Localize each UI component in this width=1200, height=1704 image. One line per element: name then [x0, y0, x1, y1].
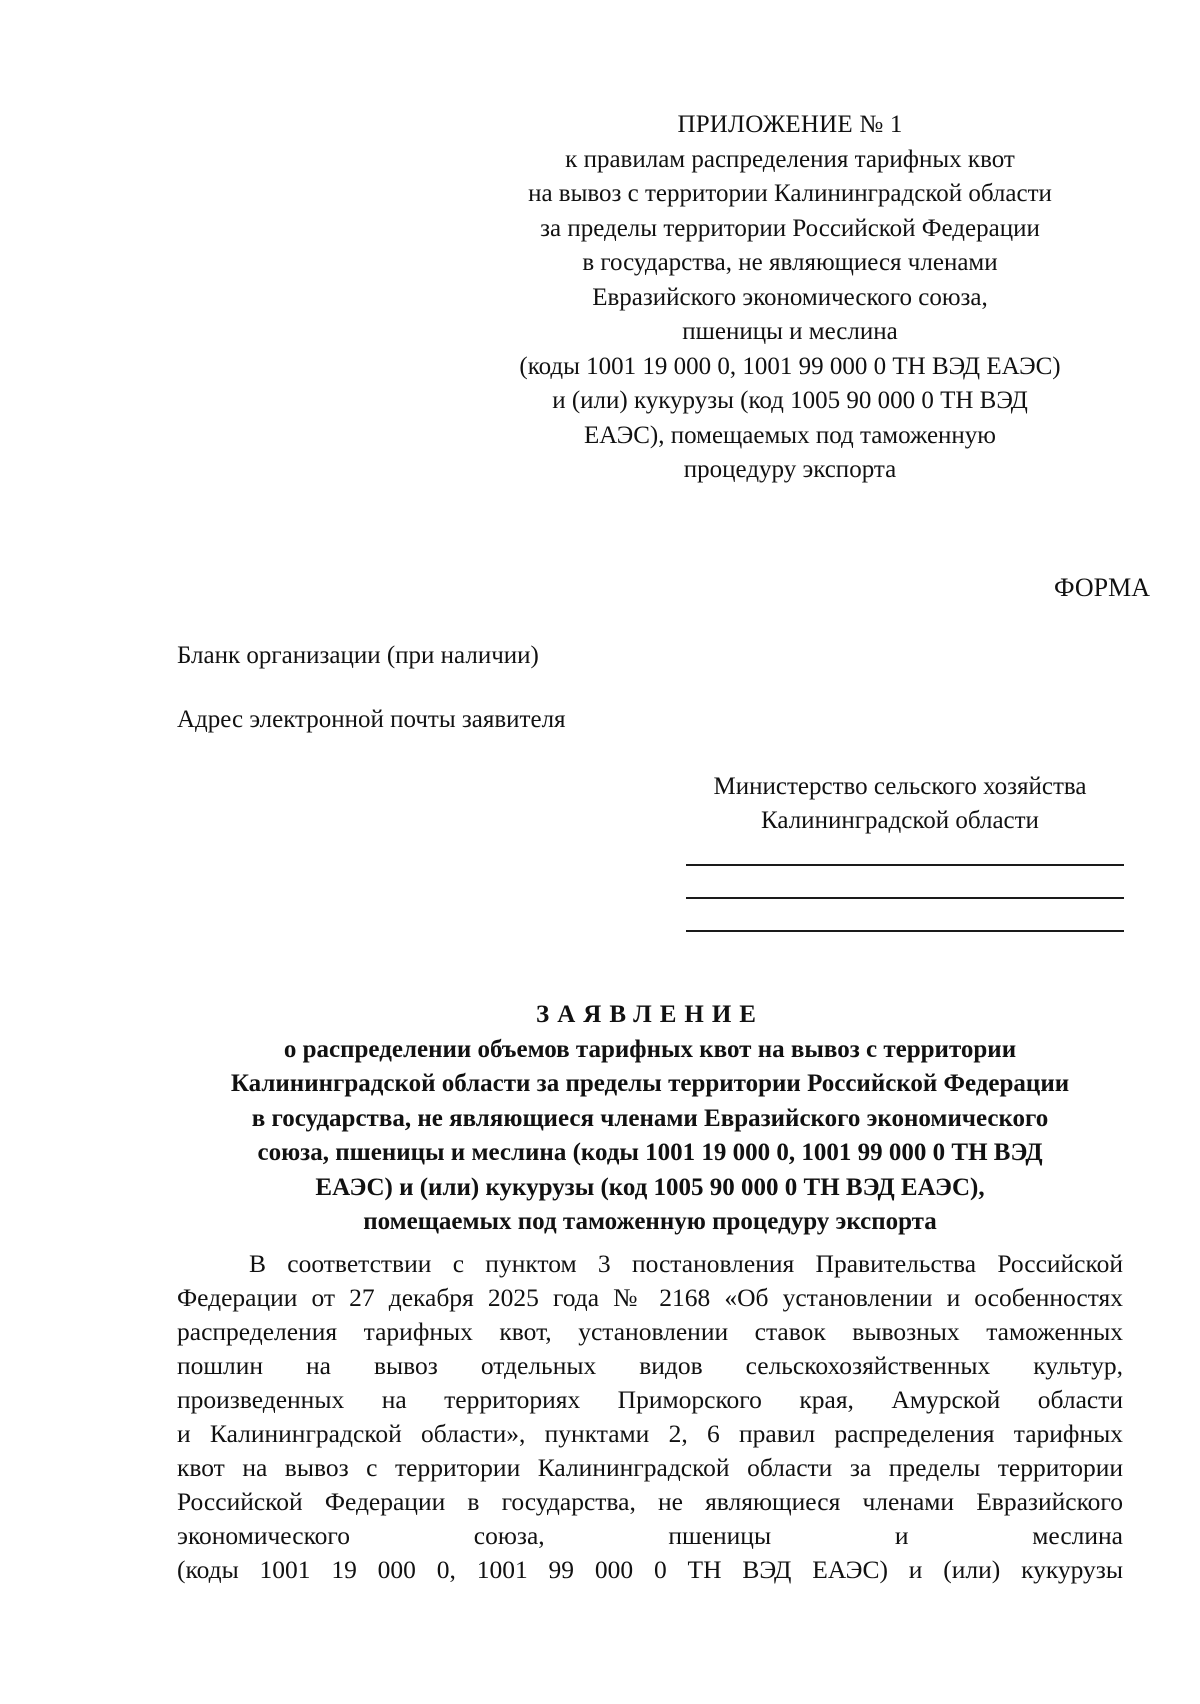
body-line: и Калининградской области», пунктами 2, 6 правил распределения тарифных — [177, 1419, 1123, 1448]
recipient-block — [680, 770, 1120, 838]
title-line: помещаемых под таможенную процедуру экспорта — [363, 1208, 937, 1235]
appendix-line: пшеницы и меслина — [682, 318, 898, 345]
body-line: квот на вывоз с территории Калининградской области за пределы территории — [177, 1453, 1123, 1482]
body-line: экономического союза, пшеницы и меслина — [177, 1521, 1123, 1550]
body-line: В соответствии с пунктом 3 постановления Правительства Российской — [249, 1249, 1123, 1278]
recipient-line: Министерство сельского хозяйства — [713, 773, 1087, 800]
form-label: ФОРМА — [1054, 573, 1150, 602]
application-title — [170, 998, 1130, 1240]
title-line: ЕАЭС) и (или) кукурузы (код 1005 90 000 0 ТН ВЭД ЕАЭС), — [315, 1173, 985, 1201]
appendix-line: в государства, не являющиеся членами — [582, 249, 998, 276]
body-line: (коды 1001 19 000 0, 1001 99 000 0 ТН ВЭД ЕАЭС) и (или) кукурузы — [177, 1555, 1123, 1584]
org-blank-label: Бланк организации (при наличии) — [177, 642, 539, 669]
body-line: пошлин на вывоз отдельных видов сельскохозяйственных культур, — [177, 1351, 1123, 1380]
body-paragraph — [177, 1247, 1123, 1587]
body-line: произведенных на территориях Приморского края, Амурской области — [177, 1385, 1123, 1414]
title-line: союза, пшеницы и меслина (коды 1001 19 000 0, 1001 99 000 0 ТН ВЭД — [257, 1139, 1043, 1166]
application-heading: ЗАЯВЛЕНИЕ — [536, 1001, 764, 1028]
appendix-heading: ПРИЛОЖЕНИЕ № 1 — [677, 111, 903, 138]
title-line: Калининградской области за пределы территории Российской Федерации — [230, 1070, 1070, 1097]
appendix-line: на вывоз с территории Калининградской области — [528, 180, 1052, 207]
appendix-header — [500, 108, 1080, 488]
body-line: Российской Федерации в государства, не являющиеся членами Евразийского — [177, 1487, 1123, 1516]
appendix-line: ЕАЭС), помещаемых под таможенную — [584, 421, 996, 449]
fill-in-line — [686, 897, 1124, 899]
appendix-line: за пределы территории Российской Федерации — [540, 214, 1040, 242]
body-line: Федерации от 27 декабря 2025 года № 2168 «Об установлении и особенностях — [177, 1283, 1123, 1312]
appendix-line: Евразийского экономического союза, — [592, 283, 988, 311]
recipient-fill-lines — [686, 864, 1124, 963]
appendix-line: (коды 1001 19 000 0, 1001 99 000 0 ТН ВЭД ЕАЭС) — [519, 352, 1061, 380]
appendix-line: процедуру экспорта — [683, 456, 897, 483]
title-line: в государства, не являющиеся членами Евразийского экономического — [251, 1104, 1049, 1132]
fill-in-line — [686, 930, 1124, 932]
recipient-line: Калининградской области — [761, 807, 1039, 834]
fill-in-line — [686, 864, 1124, 866]
title-line: о распределении объемов тарифных квот на вывоз с территории — [283, 1035, 1017, 1063]
applicant-email-label: Адрес электронной почты заявителя — [177, 706, 566, 733]
appendix-line: к правилам распределения тарифных квот — [565, 145, 1015, 173]
appendix-line: и (или) кукурузы (код 1005 90 000 0 ТН ВЭД — [552, 387, 1028, 414]
body-line: распределения тарифных квот, установлении ставок вывозных таможенных — [177, 1317, 1123, 1346]
